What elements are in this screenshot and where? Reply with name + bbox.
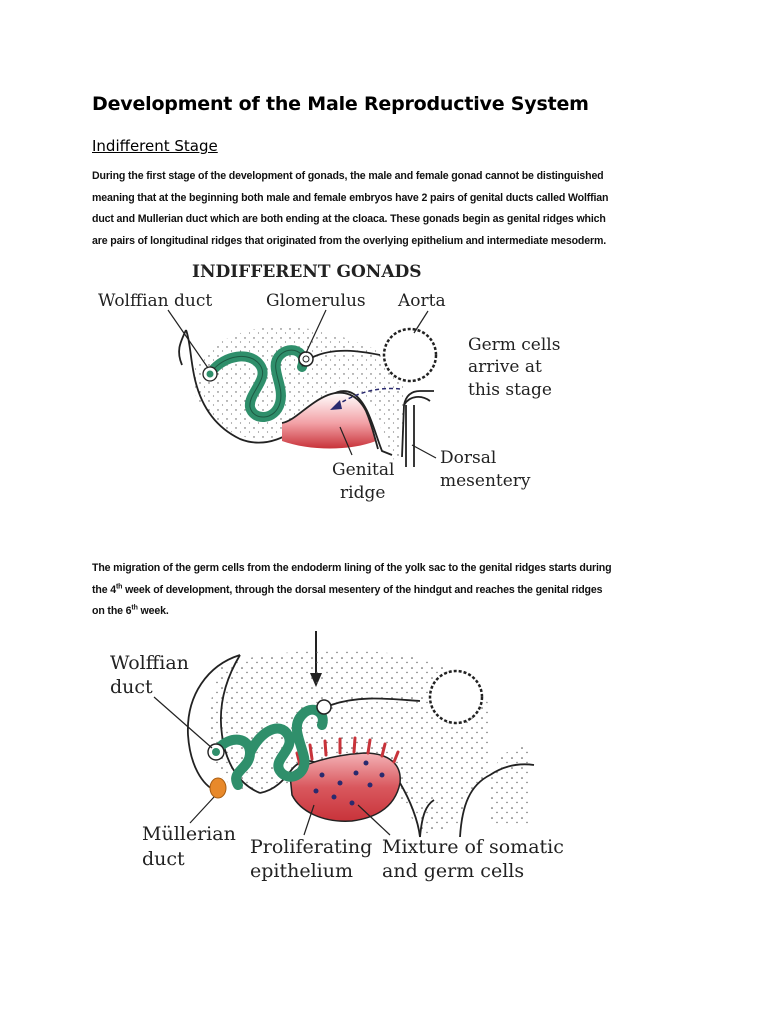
label-dorsal-mesentery-line1: Dorsal [440,448,497,468]
paragraph-line: During the first stage of the development of gonads, the male and female gonad cannot be distinguished [92,170,604,182]
label-aorta: Aorta [398,291,446,311]
glomerulus-shape [299,352,313,366]
label-mullerian-line2: duct [142,848,185,870]
paragraph-line: The migration of the germ cells from the endoderm lining of the yolk sac to the genital ridges starts during [92,562,612,574]
label-mullerian-line1: Müllerian [142,823,236,845]
paragraph-line: duct and Mullerian duct which are both ending at the cloaca. These gonads begin as genital ridges which [92,213,606,225]
label-germ-cells-line1: Germ cells [468,335,561,355]
label-proliferating-line2: epithelium [250,860,354,882]
label-wolffian-duct: Wolffian duct [98,291,213,311]
mullerian-duct-shape [210,778,226,798]
paragraph-line: are pairs of longitudinal ridges that originated from the overlying epithelium and intermediate mesoderm. [92,234,607,247]
label-dorsal-mesentery-line2: mesentery [440,471,531,491]
paragraph-germ-cell-migration [92,558,682,623]
label-mixture-line1: Mixture of somatic [382,836,564,858]
label-proliferating-line1: Proliferating [250,836,373,858]
label-germ-cells-line2: arrive at [468,357,542,377]
figure1-title: INDIFFERENT GONADS [192,262,422,282]
paragraph-line: the 4th week of development, through the dorsal mesentery of the hindgut and reaches the genital ridges [92,582,603,596]
glomerulus-shape [317,700,331,714]
aorta-shape [430,671,482,723]
label-wolffian-line2: duct [110,676,153,698]
label-mixture-line2: and germ cells [382,860,525,882]
paragraph-indifferent-stage [92,166,682,252]
label-genital-ridge-line1: Genital [332,460,395,480]
label-wolffian-line1: Wolffian [110,652,189,674]
paragraph-line: meaning that at the beginning both male and female embryos have 2 pairs of genital ducts called Wolffian [92,191,609,204]
label-glomerulus: Glomerulus [266,291,366,311]
page-title: Development of the Male Reproductive System [92,93,589,115]
label-genital-ridge-line2: ridge [340,483,386,503]
paragraph-line: on the 6th week. [92,604,169,617]
figure-proliferating-gonad [90,625,570,900]
section-heading: Indifferent Stage [92,137,218,155]
aorta-shape [384,329,436,381]
label-germ-cells-line3: this stage [468,380,552,400]
figure-indifferent-gonads [90,255,561,520]
